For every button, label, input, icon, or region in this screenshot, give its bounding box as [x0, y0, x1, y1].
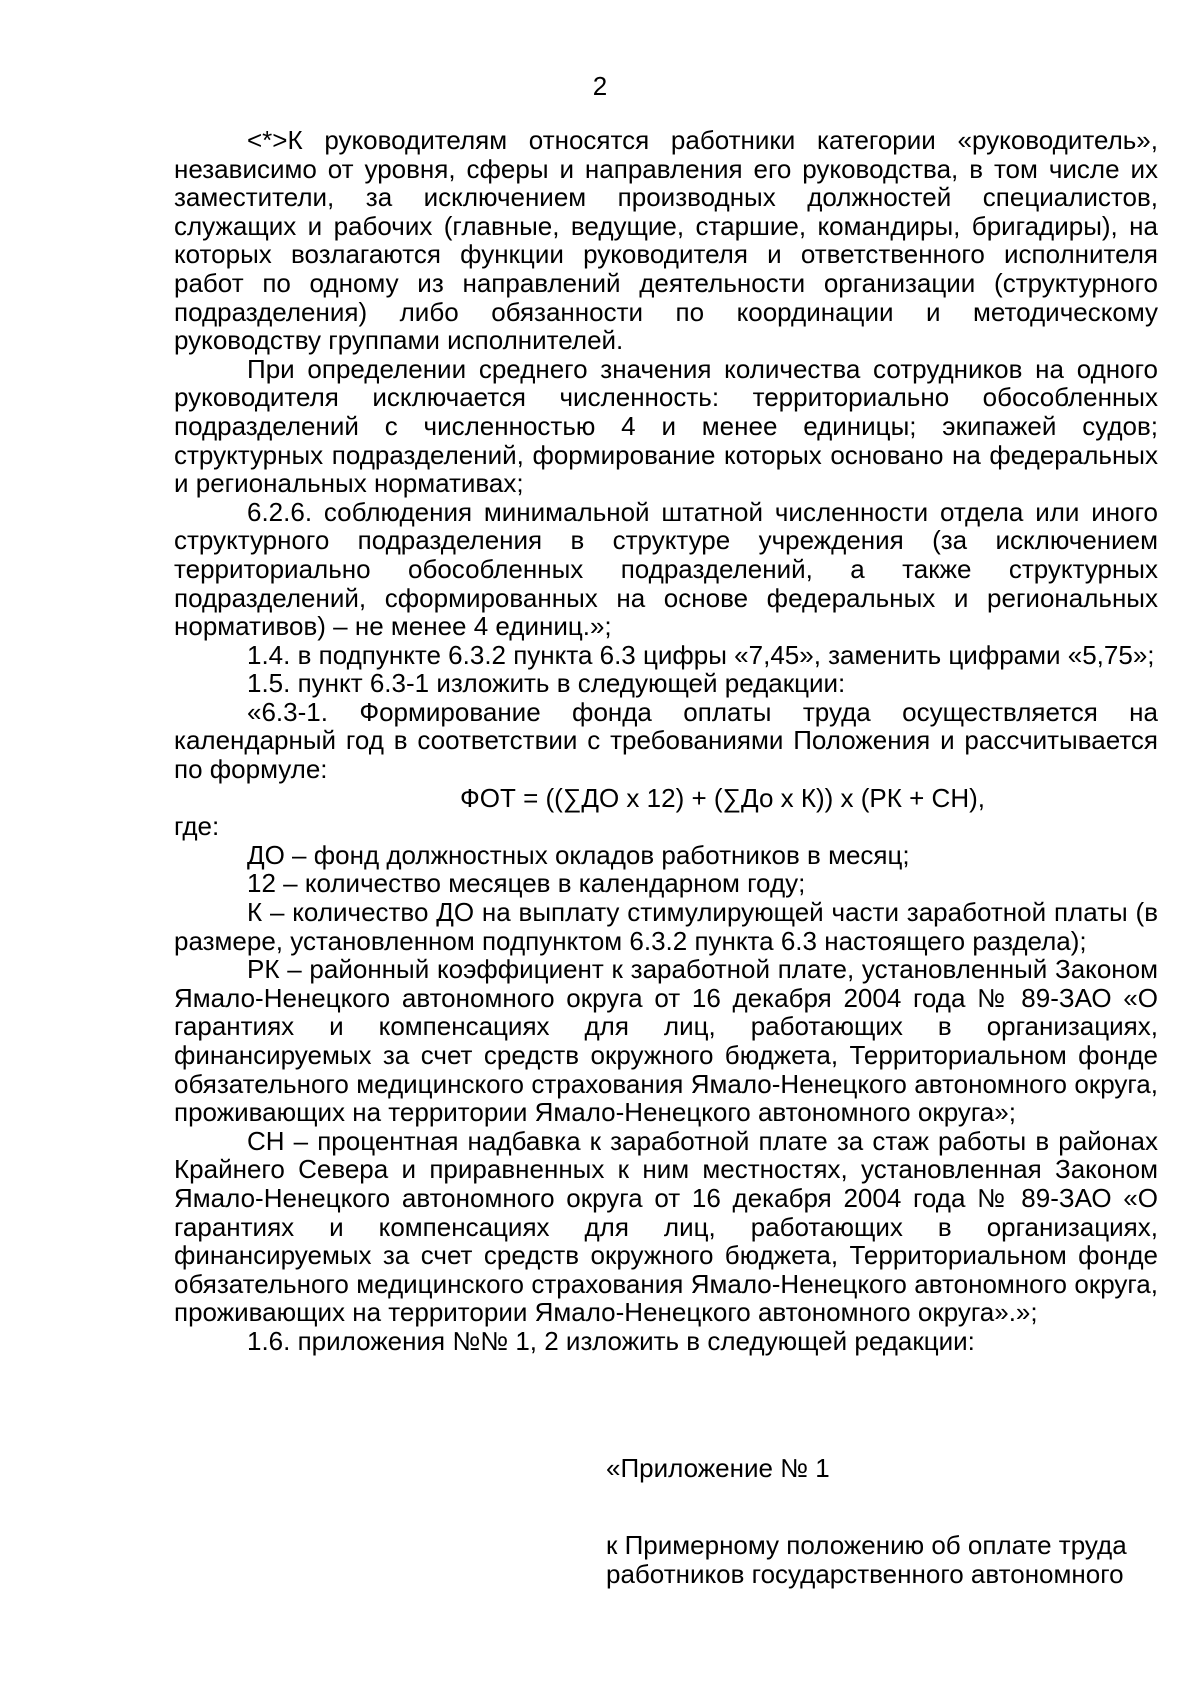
- paragraph-1-4: 1.4. в подпункте 6.3.2 пункта 6.3 цифры «7,45», заменить цифрами «5,75»;: [247, 639, 1155, 670]
- paragraph-average-employees: При определении среднего значения количества сотрудников на одного руководителя исключается численность: территориально обособленных подразделений с численностью 4 и менее единицы; экипажей судов; структурных подразделений, формирование которых основано на федеральных и региональных нормативах;: [174, 353, 1158, 499]
- appendix-subtitle: к Примерному положению об оплате труда работников государственного автономного: [606, 1530, 1127, 1589]
- paragraph-6-2-6: 6.2.6. соблюдения минимальной штатной численности отдела или иного структурного подразделения в структуре учреждения (за исключением территориально обособленных подразделений, а также структурных подразделений, сформированных на основе федеральных и региональных нормативов) – не менее 4 единиц.»;: [174, 496, 1158, 642]
- definition-sn: СН – процентная надбавка к заработной плате за стаж работы в районах Крайнего Севера и приравненных к ним местностях, установленная Законом Ямало-Ненецкого автономного округа от 16 декабря 2004 года № 89-ЗАО «О гарантиях и компенсациях для лиц, работающих в организациях, финансируемых за счет средств окружного бюджета, Территориальном фонде обязательного медицинского страхования Ямало-Ненецкого автономного округа, проживающих на территории Ямало-Ненецкого автономного округа».»;: [174, 1125, 1158, 1328]
- paragraph-1-5: 1.5. пункт 6.3-1 изложить в следующей редакции:: [247, 668, 846, 699]
- definition-do: ДО – фонд должностных окладов работников в месяц;: [247, 839, 910, 870]
- paragraph-1-6: 1.6. приложения №№ 1, 2 изложить в следующей редакции:: [247, 1325, 975, 1356]
- definition-12: 12 – количество месяцев в календарном году;: [247, 868, 806, 899]
- page-number: 2: [592, 71, 608, 101]
- formula: ФОТ = ((∑ДО х 12) + (∑До х К)) х (РК + СН),: [460, 782, 985, 813]
- where-label: где:: [174, 811, 220, 842]
- definition-k: К – количество ДО на выплату стимулирующей части заработной платы (в размере, установленном подпунктом 6.3.2 пункта 6.3 настоящего раздела);: [174, 897, 1158, 956]
- appendix-title: «Приложение № 1: [606, 1453, 830, 1483]
- paragraph-managers-definition: <*>К руководителям относятся работники категории «руководитель», независимо от уровня, сферы и направления его руководства, в том числе их заместители, за исключением производных должностей специалистов, служащих и рабочих (главные, ведущие, старшие, командиры, бригадиры), на которых возлагаются функции руководителя и ответственного исполнителя работ по одному из направлений деятельности организации (структурного подразделения) либо обязанности по координации и методическому руководству группами исполнителей.: [174, 125, 1158, 356]
- paragraph-6-3-1: «6.3-1. Формирование фонда оплаты труда осуществляется на календарный год в соответствии с требованиями Положения и рассчитывается по формуле:: [174, 696, 1158, 785]
- document-body: [174, 126, 1158, 1356]
- definition-rk: РК – районный коэффициент к заработной плате, установленный Законом Ямало-Ненецкого автономного округа от 16 декабря 2004 года № 89-ЗАО «О гарантиях и компенсациях для лиц, работающих в организациях, финансируемых за счет средств окружного бюджета, Территориальном фонде обязательного медицинского страхования Ямало-Ненецкого автономного округа, проживающих на территории Ямало-Ненецкого автономного округа»;: [174, 954, 1158, 1128]
